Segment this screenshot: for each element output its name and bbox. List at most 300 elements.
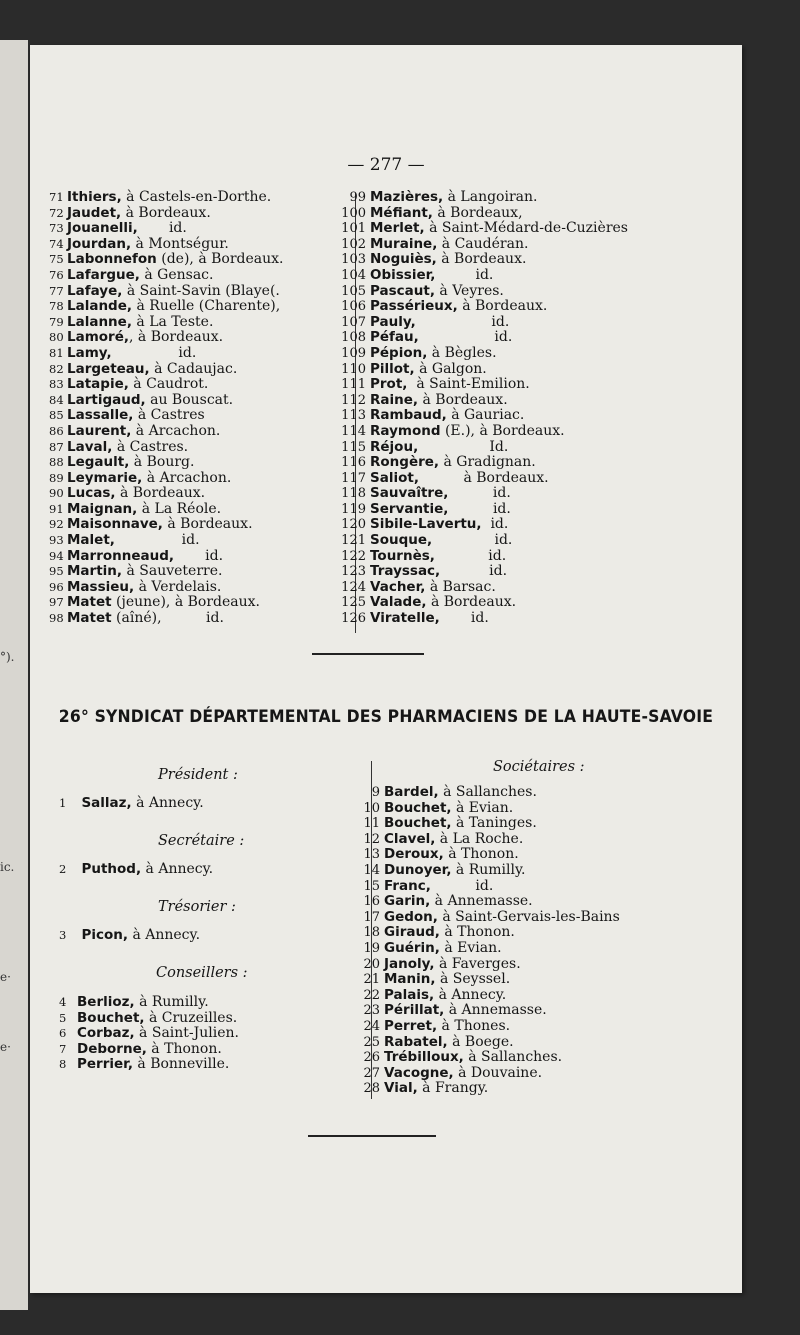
list-item xyxy=(339,517,628,533)
entry-number: 124 xyxy=(341,579,366,595)
entry-place: à Barsac. xyxy=(425,578,496,595)
entry-name: Sauvaître, xyxy=(370,485,449,502)
entry-place: id. xyxy=(430,877,494,894)
entry-number: 15 xyxy=(363,878,380,894)
entry-number: 26 xyxy=(363,1050,380,1066)
entry-number: 71 xyxy=(49,190,64,204)
entry-number: 111 xyxy=(341,377,366,393)
entry-place: id. xyxy=(415,313,510,330)
entry-place: , à Bordeaux. xyxy=(129,329,224,346)
entry-place: id. xyxy=(137,220,187,237)
entry-name: Maignan, xyxy=(67,500,138,517)
entry-name: Bouchet, xyxy=(384,815,452,832)
margin-fragment: ic. xyxy=(0,860,15,874)
entry-place: à Bordeaux. xyxy=(426,594,517,611)
entry-number: 100 xyxy=(341,205,366,221)
entry-name: Legault, xyxy=(67,454,130,471)
entry-place: à La Roche. xyxy=(435,830,524,847)
list-item xyxy=(49,471,283,487)
entry-place: id. xyxy=(440,563,508,580)
list-item xyxy=(49,252,283,268)
entry-number: 80 xyxy=(49,330,64,345)
entry-place: à Ruelle (Charente), xyxy=(132,298,281,315)
entry-name: Leymarie, xyxy=(67,469,143,486)
entry-number: 82 xyxy=(49,361,64,376)
list-item xyxy=(49,517,283,533)
entry-place: à Annecy. xyxy=(141,861,214,877)
entry-name: Largeteau, xyxy=(67,360,150,377)
entry-number: 28 xyxy=(363,1081,380,1097)
entry-place: à Castres xyxy=(133,407,205,424)
list-item xyxy=(339,533,628,549)
entry-number: 8 xyxy=(59,1057,67,1072)
entry-place: (aîné), id. xyxy=(111,610,224,627)
entry-name: Corbaz, xyxy=(77,1025,135,1042)
entry-number: 112 xyxy=(341,392,366,408)
entry-place: à Cruzeilles. xyxy=(144,1009,238,1026)
entry-name: Marronneaud, xyxy=(67,547,175,564)
entry-place: à Douvaine. xyxy=(453,1064,543,1081)
entry-number: 5 xyxy=(59,1010,67,1025)
entry-name: Passérieux, xyxy=(370,298,458,315)
entry-number: 89 xyxy=(49,470,64,485)
entry-number: 6 xyxy=(59,1026,67,1041)
list-item xyxy=(339,393,628,409)
entry-name: Vial, xyxy=(384,1080,418,1097)
entry-place: à Bonneville. xyxy=(132,1056,230,1073)
entry-number: 22 xyxy=(363,987,380,1003)
list-item xyxy=(59,1026,239,1042)
list-item xyxy=(59,1011,239,1027)
list-item xyxy=(339,595,628,611)
entry-name: Rabatel, xyxy=(384,1033,448,1050)
list-item xyxy=(339,549,628,565)
entry-number: 110 xyxy=(341,361,366,377)
entry-number: 117 xyxy=(341,470,366,486)
entry-name: Maisonnave, xyxy=(67,516,163,533)
entry-place: à Bordeaux. xyxy=(436,251,527,268)
entry-place: à Thones. xyxy=(437,1017,511,1034)
entry-place: à Seyssel. xyxy=(435,971,511,988)
entry-number: 101 xyxy=(341,221,366,237)
entry-place: à Frangy. xyxy=(417,1080,489,1097)
entry-name: Réjou, xyxy=(370,438,419,455)
list-item xyxy=(49,377,283,393)
entry-name: Deroux, xyxy=(384,846,444,863)
entry-number: 122 xyxy=(341,548,366,564)
entry-number: 11 xyxy=(363,816,380,832)
entry-name: Malet, xyxy=(67,532,115,549)
list-item xyxy=(339,299,628,315)
entry-name: Vacher, xyxy=(370,578,426,595)
entry-name: Trébilloux, xyxy=(384,1049,464,1066)
councillors-title: Conseillers : xyxy=(156,965,248,981)
entry-number: 74 xyxy=(49,236,64,251)
entry-place: à Bordeaux. xyxy=(115,485,206,502)
entry-name: Pillot, xyxy=(370,360,415,377)
entry-number: 88 xyxy=(49,455,64,470)
entry-number: 98 xyxy=(49,611,64,626)
entry-name: Latapie, xyxy=(67,376,129,393)
list-item xyxy=(59,995,239,1011)
list-item xyxy=(339,408,628,424)
entry-place: à Arcachon. xyxy=(131,422,221,439)
entry-name: Lassalle, xyxy=(67,407,134,424)
list-item xyxy=(49,315,283,331)
entry-name: Trayssac, xyxy=(370,563,441,580)
entry-name: Lalande, xyxy=(67,298,133,315)
entry-number: 4 xyxy=(59,995,67,1009)
entry-name: Raymond xyxy=(370,422,441,439)
entry-place: id. xyxy=(174,547,224,564)
entry-name: Lartigaud, xyxy=(67,391,146,408)
entry-place: à Annemasse. xyxy=(444,1002,547,1019)
entry-place: à Saint-Savin (Blaye(. xyxy=(122,282,280,299)
entry-place: à Evian. xyxy=(439,939,502,956)
entry-number: 3 xyxy=(59,928,67,942)
list-item xyxy=(49,486,283,502)
entry-name: Sibile-Lavertu, xyxy=(370,516,482,533)
list-item xyxy=(353,785,620,801)
entry-name: Jourdan, xyxy=(67,235,132,252)
entry-name: Guérin, xyxy=(384,939,440,956)
entry-place: à Bordeaux. xyxy=(418,391,508,408)
entry-number: 78 xyxy=(49,299,64,314)
entry-place: à Thonon. xyxy=(146,1040,222,1057)
list-item xyxy=(49,268,283,284)
entry-place: (E.), à Bordeaux. xyxy=(440,422,565,439)
entry-name: Bouchet, xyxy=(77,1009,145,1026)
entry-number: 114 xyxy=(341,423,366,439)
entry-name: Vacogne, xyxy=(384,1064,454,1081)
syndicate-heading: 26° SYNDICAT DÉPARTEMENTAL DES PHARMACIENS DE LA HAUTE-SAVOIE xyxy=(58,707,714,727)
member-list-right xyxy=(339,190,628,627)
entry-place: à Saint-Emilion. xyxy=(407,376,530,393)
entry-number: 108 xyxy=(341,330,366,346)
entry-number: 17 xyxy=(363,909,380,925)
entry-number: 90 xyxy=(49,486,64,501)
entry-name: Sallaz, xyxy=(81,795,132,811)
entry-place: id. xyxy=(114,532,200,549)
entry-name: Lucas, xyxy=(67,485,116,502)
entry-name: Pépion, xyxy=(370,344,428,361)
list-item xyxy=(49,206,283,222)
list-item xyxy=(353,1019,620,1035)
entry-place: à Caudrot. xyxy=(128,376,209,393)
entry-name: Giraud, xyxy=(384,924,440,941)
entry-place: à Annecy. xyxy=(128,927,201,943)
entry-number: 91 xyxy=(49,501,64,516)
entry-name: Raine, xyxy=(370,391,419,408)
list-item xyxy=(339,611,628,627)
entry-name: Muraine, xyxy=(370,235,438,252)
list-item xyxy=(353,801,620,817)
entry-number: 27 xyxy=(363,1065,380,1081)
entry-name: Noguiès, xyxy=(370,251,437,268)
entry-place: à Taninges. xyxy=(451,815,537,832)
entry-number: 2 xyxy=(59,862,67,876)
entry-place: id. xyxy=(481,516,509,533)
margin-fragment: e· xyxy=(0,970,11,984)
entry-number: 19 xyxy=(363,940,380,956)
entry-number: 121 xyxy=(341,533,366,549)
entry-name: Manin, xyxy=(384,971,436,988)
entry-place: à Annecy. xyxy=(131,795,204,811)
entry-name: Berlioz, xyxy=(77,994,135,1010)
entry-place: à Thonon. xyxy=(443,846,519,863)
entry-name: Jaudet, xyxy=(67,204,122,221)
list-item xyxy=(49,611,283,627)
entry-number: 75 xyxy=(49,252,64,267)
entry-name: Perrier, xyxy=(77,1056,133,1073)
entry-number: 1 xyxy=(59,796,67,810)
entry-name: Prot, xyxy=(370,376,408,393)
entry-place: à Galgon. xyxy=(414,360,487,377)
entry-place: à Bordeaux. xyxy=(418,469,549,486)
entry-place: à Sauveterre. xyxy=(122,563,223,580)
list-item xyxy=(339,252,628,268)
list-item xyxy=(49,595,283,611)
entry-number: 115 xyxy=(341,439,366,455)
list-item xyxy=(49,408,283,424)
entry-place: à Bourg. xyxy=(129,454,195,471)
entry-number: 13 xyxy=(363,847,380,863)
entry-place: id. xyxy=(111,344,197,361)
section-rule xyxy=(312,653,424,655)
list-item xyxy=(353,1081,620,1097)
list-item xyxy=(339,455,628,471)
entry-name: Méfiant, xyxy=(370,204,433,221)
list-item xyxy=(339,564,628,580)
list-item xyxy=(49,190,283,206)
entry-number: 106 xyxy=(341,299,366,315)
entry-name: Picon, xyxy=(81,927,128,943)
treasurer-entry xyxy=(59,927,200,943)
entry-name: Laurent, xyxy=(67,422,132,439)
entry-name: Rambaud, xyxy=(370,407,447,424)
entry-name: Martin, xyxy=(67,563,123,580)
entry-number: 104 xyxy=(341,267,366,283)
entry-name: Pauly, xyxy=(370,313,416,330)
entry-place: id. xyxy=(435,266,494,283)
entry-name: Lafargue, xyxy=(67,266,140,283)
entry-name: Périllat, xyxy=(384,1002,445,1019)
entry-place: à Castels-en-Dorthe. xyxy=(121,189,272,205)
entry-number: 126 xyxy=(341,611,366,627)
list-item xyxy=(49,346,283,362)
entry-number: 86 xyxy=(49,423,64,438)
entry-place: à Faverges. xyxy=(434,955,521,972)
entry-name: Clavel, xyxy=(384,830,436,847)
entry-number: 84 xyxy=(49,392,64,407)
entry-number: 119 xyxy=(341,501,366,517)
entry-place: id. xyxy=(448,500,511,517)
entry-number: 92 xyxy=(49,517,64,532)
entry-number: 9 xyxy=(371,785,380,800)
entry-number: 77 xyxy=(49,283,64,298)
entry-name: Tournès, xyxy=(370,547,435,564)
entry-number: 24 xyxy=(363,1018,380,1034)
entry-place: à Caudéran. xyxy=(437,235,529,252)
entry-number: 76 xyxy=(49,267,64,282)
entry-place: id. xyxy=(434,547,507,564)
members-title: Sociétaires : xyxy=(493,759,585,775)
list-item xyxy=(339,315,628,331)
list-item xyxy=(353,816,620,832)
entry-number: 20 xyxy=(363,956,380,972)
entry-name: Lafaye, xyxy=(67,282,123,299)
entry-name: Dunoyer, xyxy=(384,861,452,878)
entry-name: Matet xyxy=(67,594,112,611)
entry-number: 14 xyxy=(363,862,380,878)
entry-place: à Rumilly. xyxy=(451,861,526,878)
entry-number: 120 xyxy=(341,517,366,533)
list-item xyxy=(49,362,283,378)
entry-number: 97 xyxy=(49,595,64,610)
list-item xyxy=(49,330,283,346)
entry-number: 83 xyxy=(49,377,64,392)
entry-number: 73 xyxy=(49,221,64,236)
entry-number: 116 xyxy=(341,455,366,471)
entry-place: à Saint-Julien. xyxy=(134,1025,239,1042)
list-item xyxy=(49,393,283,409)
entry-place: à Bordeaux. xyxy=(457,298,548,315)
list-item xyxy=(49,284,283,300)
entry-place: (jeune), à Bordeaux. xyxy=(111,594,260,611)
list-item xyxy=(339,486,628,502)
entry-name: Gedon, xyxy=(384,908,438,925)
entry-number: 103 xyxy=(341,252,366,268)
entry-place: à Annemasse. xyxy=(430,893,533,910)
entry-place: à Cadaujac. xyxy=(149,360,238,377)
secretary-entry xyxy=(59,861,213,877)
entry-number: 87 xyxy=(49,439,64,454)
entry-place: à Sallanches. xyxy=(463,1049,563,1066)
entry-number: 12 xyxy=(363,831,380,847)
list-item xyxy=(339,268,628,284)
treasurer-title: Trésorier : xyxy=(158,899,236,915)
entry-name: Souque, xyxy=(370,532,433,549)
entry-number: 113 xyxy=(341,408,366,424)
entry-name: Saliot, xyxy=(370,469,419,486)
entry-name: Bardel, xyxy=(384,784,439,800)
entry-number: 93 xyxy=(49,533,64,548)
entry-place: à Sallanches. xyxy=(438,784,537,800)
entry-place: à Langoiran. xyxy=(443,189,538,205)
entry-number: 16 xyxy=(363,894,380,910)
entry-name: Servantie, xyxy=(370,500,449,517)
list-item xyxy=(49,549,283,565)
entry-name: Merlet, xyxy=(370,220,425,237)
list-item xyxy=(353,1035,620,1051)
entry-place: Id. xyxy=(418,438,509,455)
entry-number: 85 xyxy=(49,408,64,423)
entry-place: à Gensac. xyxy=(139,266,214,283)
entry-name: Péfau, xyxy=(370,329,419,346)
entry-name: Rongère, xyxy=(370,454,440,471)
entry-place: à La Teste. xyxy=(131,313,214,330)
entry-number: 123 xyxy=(341,564,366,580)
entry-name: Franc, xyxy=(384,877,431,894)
list-item xyxy=(49,424,283,440)
entry-place: à La Réole. xyxy=(137,500,222,517)
entry-place: à Saint-Gervais-les-Bains xyxy=(437,908,620,925)
entry-name: Jouanelli, xyxy=(67,220,138,237)
page-number: — 277 — xyxy=(347,155,425,175)
document-page xyxy=(30,45,742,1293)
list-item xyxy=(59,1057,239,1073)
list-item xyxy=(353,957,620,973)
list-item xyxy=(49,221,283,237)
list-item xyxy=(339,502,628,518)
president-title: Président : xyxy=(158,767,238,783)
list-item xyxy=(353,988,620,1004)
entry-place: id. xyxy=(418,329,513,346)
entry-number: 94 xyxy=(49,548,64,563)
list-item xyxy=(353,894,620,910)
entry-name: Obissier, xyxy=(370,266,436,283)
entry-number: 10 xyxy=(363,800,380,816)
members-list xyxy=(353,785,620,1097)
entry-place: à Thonon. xyxy=(439,924,515,941)
list-item xyxy=(339,440,628,456)
member-list-left xyxy=(49,190,283,627)
list-item xyxy=(353,925,620,941)
entry-place: à Gauriac. xyxy=(446,407,525,424)
entry-place: à Arcachon. xyxy=(142,469,232,486)
list-item xyxy=(353,879,620,895)
list-item xyxy=(339,284,628,300)
entry-number: 25 xyxy=(363,1034,380,1050)
list-item xyxy=(339,330,628,346)
entry-place: à Bordeaux. xyxy=(162,516,253,533)
entry-name: Perret, xyxy=(384,1017,438,1034)
list-item xyxy=(353,941,620,957)
entry-number: 72 xyxy=(49,205,64,220)
margin-fragment: °). xyxy=(0,650,15,664)
list-item xyxy=(353,972,620,988)
list-item xyxy=(339,190,628,206)
entry-number: 105 xyxy=(341,283,366,299)
entry-place: à Bordeaux. xyxy=(121,204,211,221)
entry-place: à Verdelais. xyxy=(134,578,222,595)
list-item xyxy=(49,564,283,580)
list-item xyxy=(353,1003,620,1019)
list-item xyxy=(49,440,283,456)
list-item xyxy=(339,471,628,487)
president-entry xyxy=(59,795,204,811)
entry-name: Massieu, xyxy=(67,578,135,595)
list-item xyxy=(339,377,628,393)
list-item xyxy=(49,533,283,549)
list-item xyxy=(339,206,628,222)
entry-number: 107 xyxy=(341,314,366,330)
entry-number: 7 xyxy=(59,1041,67,1056)
entry-place: à Gradignan. xyxy=(439,454,536,471)
list-item xyxy=(339,424,628,440)
entry-name: Janoly, xyxy=(384,955,435,972)
entry-place: à Bègles. xyxy=(427,344,497,361)
entry-name: Viratelle, xyxy=(370,610,440,627)
entry-name: Bouchet, xyxy=(384,799,452,816)
entry-place: à Evian. xyxy=(451,799,514,816)
entry-number: 23 xyxy=(363,1003,380,1019)
entry-name: Lamy, xyxy=(67,344,112,361)
entry-place: à Castres. xyxy=(112,438,189,455)
entry-number: 99 xyxy=(349,190,366,205)
entry-number: 109 xyxy=(341,345,366,361)
entry-name: Puthod, xyxy=(81,861,142,877)
